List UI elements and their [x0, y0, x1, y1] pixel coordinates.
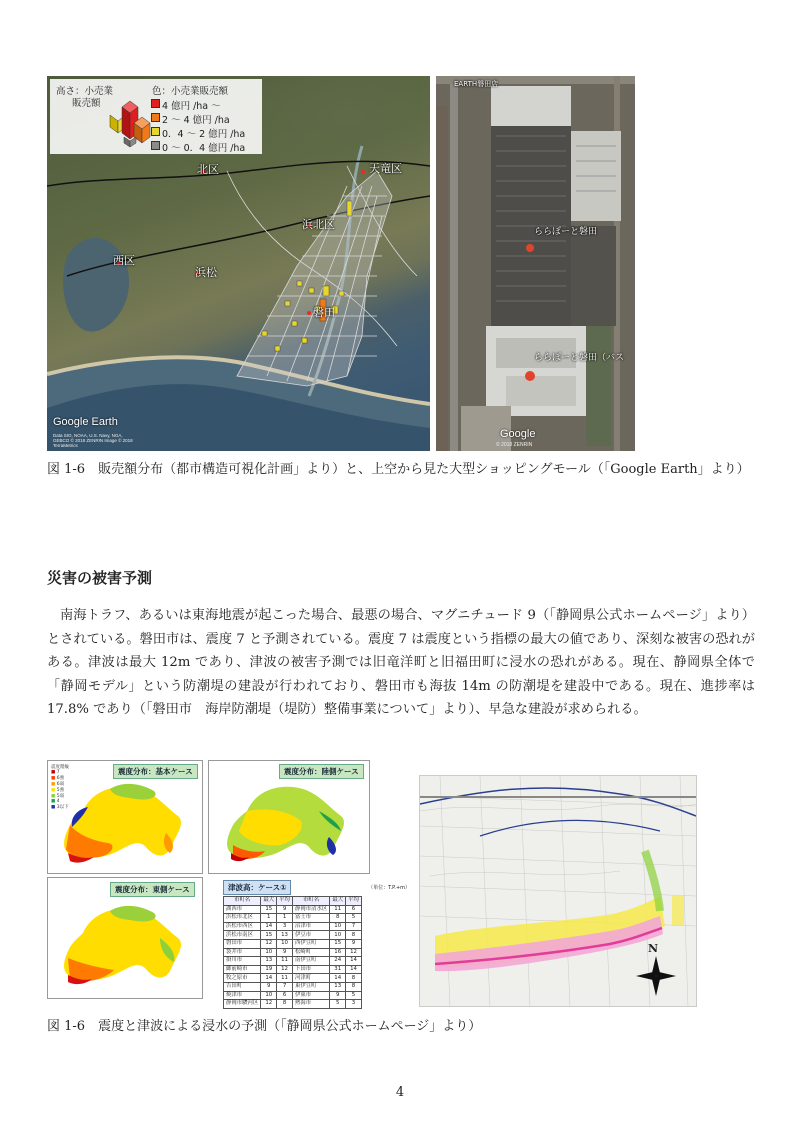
- mall-credit: © 2018 ZENRIN: [496, 442, 533, 448]
- legend-item-3: 0．4 ～ 2 億円 /ha: [162, 129, 246, 140]
- tsunami-cell: 松崎町: [292, 948, 329, 957]
- tsunami-cell: 東伊豆町: [292, 982, 329, 991]
- quake-legend-basic: [51, 764, 69, 810]
- mall-aerial-photo: [436, 76, 635, 451]
- figure2-caption: 図 1-6 震度と津波による浸水の予測（「静岡県公式ホームページ」より）: [47, 1019, 482, 1034]
- tsunami-cell: 袋井市: [224, 948, 261, 957]
- tsunami-row: [224, 991, 362, 1000]
- legend-6s: ■ 6強: [51, 776, 65, 781]
- tsunami-cell: 6: [346, 905, 362, 914]
- tsunami-cell: 浜松市南区: [224, 931, 261, 940]
- tsunami-row: [224, 965, 362, 974]
- label-hamakita: 浜北区: [302, 218, 335, 231]
- tsunami-row: [224, 1000, 362, 1009]
- legend-5w: ■ 5弱: [51, 794, 65, 799]
- panel-title-east: 震度分布：東側ケース: [110, 882, 195, 897]
- tsunami-cell: 10: [261, 948, 277, 957]
- legend-item-2: 2 ～ 4 億円 /ha: [162, 115, 230, 126]
- tsunami-cell: 1: [261, 914, 277, 923]
- tsunami-cell: 15: [330, 939, 346, 948]
- tsunami-cell: 吉田町: [224, 982, 261, 991]
- tsunami-cell: 3: [277, 922, 293, 931]
- lalaport-label: ららぽーと磐田: [534, 227, 598, 237]
- tsunami-cell: 14: [261, 922, 277, 931]
- tsunami-row: [224, 982, 362, 991]
- tsunami-cell: 9: [346, 939, 362, 948]
- tsunami-cell: 牧之原市: [224, 974, 261, 983]
- label-nishi: 西区: [113, 254, 135, 267]
- sales-legend: [50, 79, 262, 154]
- tsunami-cell: 9: [277, 905, 293, 914]
- tsunami-cell: 静岡市駿河区: [224, 1000, 261, 1009]
- earth-store-label: EARTH磐田店: [454, 80, 499, 88]
- tsunami-cell: 焼津市: [224, 991, 261, 1000]
- legend-height-label: 高さ：小売業: [56, 86, 114, 97]
- tsunami-cell: 8: [277, 1000, 293, 1009]
- tsunami-cell: 8: [346, 982, 362, 991]
- legend-4: ■ 4: [51, 799, 60, 804]
- tsunami-cell: 富士市: [292, 914, 329, 923]
- quake-legend-title: 震度階級: [51, 765, 69, 770]
- tsunami-row: [224, 922, 362, 931]
- tsunami-cell: 10: [261, 991, 277, 1000]
- flood-map: [419, 775, 697, 1007]
- label-hamamatsu: 浜松: [195, 266, 217, 279]
- tsunami-cell: 7: [277, 982, 293, 991]
- tsunami-cell: 8: [330, 914, 346, 923]
- quake-map-land: [208, 760, 370, 874]
- tsunami-cell: 19: [261, 965, 277, 974]
- tsunami-cell: 南伊豆町: [292, 957, 329, 966]
- legend-swatch-3: [151, 127, 160, 136]
- figure1-caption: 図 1-6 販売額分布（都市構造可視化計画」より）と、上空から見た大型ショッピングモール（「Google Earth」より）: [47, 462, 750, 477]
- tsunami-title: 津波高：ケース①: [223, 880, 291, 895]
- tsunami-cell: 12: [261, 939, 277, 948]
- tsunami-cell: 浜松市西区: [224, 922, 261, 931]
- label-kita: 北区: [197, 163, 219, 176]
- section-body: [47, 604, 755, 722]
- tsunami-cell: 11: [277, 974, 293, 983]
- map-credit: Data SIO, NOAA, U.S. Navy, NGA, GEBCO © 2018 ZENRIN Image © 2018 TerraMetrics: [53, 433, 133, 448]
- legend-7: ■ 7: [51, 770, 60, 775]
- tsunami-header-row: [224, 897, 362, 906]
- th: 平均: [346, 897, 362, 906]
- tsunami-cell: 14: [346, 957, 362, 966]
- tsunami-cell: 16: [330, 948, 346, 957]
- tsunami-cell: 1: [277, 914, 293, 923]
- label-iwata: 磐田: [313, 306, 335, 319]
- tsunami-row: [224, 948, 362, 957]
- tsunami-cell: 御前崎市: [224, 965, 261, 974]
- sales-distribution-map: [47, 76, 430, 451]
- tsunami-cell: 13: [330, 982, 346, 991]
- tsunami-cell: 9: [277, 948, 293, 957]
- tsunami-cell: 13: [261, 957, 277, 966]
- section-title: 災害の被害予測: [47, 569, 153, 587]
- tsunami-row: [224, 905, 362, 914]
- tsunami-table-panel: [223, 880, 410, 1007]
- tsunami-cell: 14: [346, 965, 362, 974]
- tsunami-cell: 14: [261, 974, 277, 983]
- th: 最大: [330, 897, 346, 906]
- legend-item-4: 0 ～ 0．4 億円 /ha: [162, 143, 246, 154]
- tsunami-cell: 9: [261, 982, 277, 991]
- tsunami-cell: 5: [346, 991, 362, 1000]
- tsunami-cell: 3: [346, 1000, 362, 1009]
- tsunami-cell: 10: [330, 922, 346, 931]
- tsunami-cell: 15: [261, 931, 277, 940]
- panel-title-land: 震度分布：陸側ケース: [279, 764, 364, 779]
- legend-color-label: 色：小売業販売額: [152, 86, 229, 97]
- legend-5s: ■ 5強: [51, 788, 65, 793]
- th: 市町名: [224, 897, 261, 906]
- tsunami-body: [224, 905, 362, 1008]
- legend-height-label2: 販売額: [72, 98, 101, 109]
- th: 平均: [277, 897, 293, 906]
- tsunami-cell: 下田市: [292, 965, 329, 974]
- tsunami-cell: 7: [346, 922, 362, 931]
- tsunami-row: [224, 931, 362, 940]
- th: 最大: [261, 897, 277, 906]
- google-earth-logo: Google Earth: [53, 416, 118, 428]
- north-label: N: [648, 942, 659, 955]
- tsunami-cell: 14: [330, 974, 346, 983]
- legend-item-1: 4 億円 /ha ～: [162, 101, 221, 112]
- legend-3: ■ 3以下: [51, 805, 69, 810]
- tsunami-cell: 湖西市: [224, 905, 261, 914]
- tsunami-cell: 12: [346, 948, 362, 957]
- tsunami-cell: 10: [277, 939, 293, 948]
- flood-map-shape: [420, 776, 696, 1006]
- tsunami-cell: 浜松市北区: [224, 914, 261, 923]
- tsunami-cell: 31: [330, 965, 346, 974]
- label-tenryu: 天竜区: [369, 162, 402, 175]
- tsunami-row: [224, 957, 362, 966]
- legend-swatch-2: [151, 113, 160, 122]
- tsunami-cell: 伊豆市: [292, 931, 329, 940]
- tsunami-table: [223, 896, 362, 1009]
- tsunami-cell: 15: [261, 905, 277, 914]
- tsunami-cell: 5: [330, 1000, 346, 1009]
- lalaport-bus-label: ららぽーと磐田（バス: [534, 353, 625, 363]
- tsunami-cell: 8: [346, 931, 362, 940]
- tsunami-cell: 8: [346, 974, 362, 983]
- tsunami-cell: 5: [346, 914, 362, 923]
- tsunami-cell: 11: [330, 905, 346, 914]
- quake-map-east: [47, 877, 203, 999]
- legend-swatch-4: [151, 141, 160, 150]
- tsunami-cell: 熱海市: [292, 1000, 329, 1009]
- tsunami-cell: 6: [277, 991, 293, 1000]
- legend-swatch-1: [151, 99, 160, 108]
- page-number: 4: [395, 1085, 405, 1100]
- tsunami-row: [224, 939, 362, 948]
- quake-map-basic: [47, 760, 203, 874]
- tsunami-cell: 11: [277, 957, 293, 966]
- tsunami-cell: 12: [261, 1000, 277, 1009]
- tsunami-cell: 沼津市: [292, 922, 329, 931]
- tsunami-row: [224, 974, 362, 983]
- tsunami-unit: （単位：T.P.+m）: [368, 885, 410, 891]
- tsunami-cell: 西伊豆町: [292, 939, 329, 948]
- tsunami-cell: 伊東市: [292, 991, 329, 1000]
- tsunami-cell: 静岡市清水区: [292, 905, 329, 914]
- legend-6w: ■ 6弱: [51, 782, 65, 787]
- tsunami-cell: 河津町: [292, 974, 329, 983]
- google-logo: Google: [500, 428, 536, 440]
- section-paragraph: 南海トラフ、あるいは東海地震が起こった場合、最悪の場合、マグニチュード 9（「静岡県公式ホームページ」より）とされている。磐田市は、震度 7 と予測されている。震度 7 は震度という指標の最大の値であり、深刻な被害の恐れがある。津波は最大 12m であり、津波の被害予測では旧竜洋町と旧福田町に浸水の恐れがある。現在、静岡県全体で「静岡モデル」という防潮堤の建設が行われており、磐田市も海抜 14m の防潮堤を建設中である。現在、進捗率は 17.8% であり（「磐田市 海岸防潮堤（堤防）整備事業について」より）、早急な建設が求められる。: [47, 608, 755, 717]
- tsunami-cell: 12: [277, 965, 293, 974]
- tsunami-cell: 9: [330, 991, 346, 1000]
- tsunami-cell: 24: [330, 957, 346, 966]
- tsunami-cell: 10: [330, 931, 346, 940]
- tsunami-cell: 磐田市: [224, 939, 261, 948]
- tsunami-cell: 13: [277, 931, 293, 940]
- tsunami-cell: 掛川市: [224, 957, 261, 966]
- panel-title-basic: 震度分布：基本ケース: [113, 764, 198, 779]
- th: 市町名: [292, 897, 329, 906]
- mall-terrain: [436, 76, 635, 451]
- tsunami-row: [224, 914, 362, 923]
